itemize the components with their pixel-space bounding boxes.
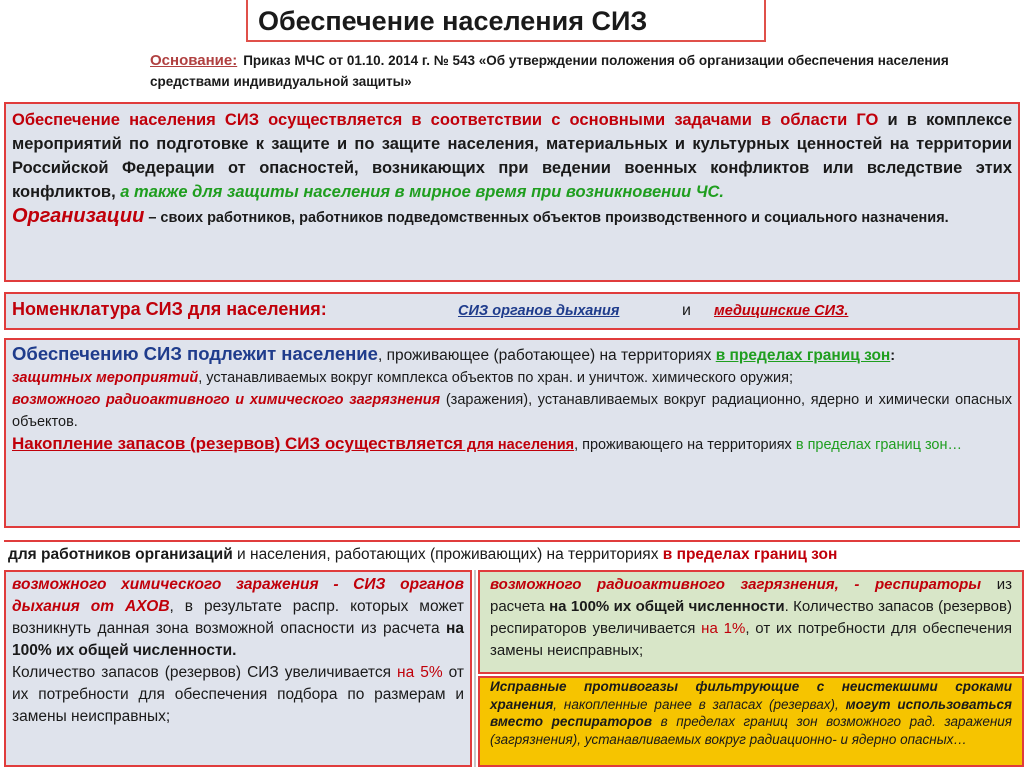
gas-mask-text-2: в пределах границ зон возможного рад. заражения (загрязнения), устанавливаемых вокруг радиационно- и ядерно опасных…	[490, 714, 1013, 747]
accumulation-text: , проживающего на территориях	[574, 437, 796, 453]
gas-mask-bold-2: могут использоваться вместо респираторов	[490, 696, 1012, 729]
goals-text: и в комплексе мероприятий по подготовке к защите и по защите населения, материальных и культурных ценностей на территории Российской Федерации от опасностей, возникающих при ведении военных конфликтов или вследствие этих конфликтов,	[12, 111, 1012, 201]
column-divider	[474, 570, 476, 767]
population-panel	[4, 338, 1020, 528]
organizations-label: Организации	[12, 205, 145, 227]
population-lead-rest: , проживающее (работающее) на территориях	[377, 347, 716, 364]
chemical-text-1: , в результате распр. которых может возникнуть данная зона возможной опасности из расчета	[12, 598, 464, 637]
respiratory-siz-item: СИЗ органов дыхания	[458, 303, 620, 319]
organizations-text: – своих работников, работников подведомственных объектов производственного и социального назначения.	[144, 210, 949, 226]
gas-mask-text-1: , накопленные ранее в запасах (резервах),	[553, 696, 846, 712]
workers-red: в пределах границ зон	[662, 546, 838, 563]
nomenclature-panel	[4, 292, 1020, 330]
radiation-heading: возможного радиоактивного загрязнения, - респираторы	[490, 576, 982, 593]
chemical-panel	[4, 570, 472, 767]
population-lead: Обеспечению СИЗ подлежит население	[12, 343, 378, 364]
goals-red-text: Обеспечение населения СИЗ осуществляется в соответствии с основными задачами в области ГО	[12, 111, 879, 129]
basis-label: Основание:	[150, 52, 238, 69]
zone-contamination-text: (заражения), устанавливаемых вокруг радиационно, ядерно и химически опасных объектов.	[12, 392, 1012, 430]
accumulation-label: Накопление запасов (резервов) СИЗ осуществляется	[12, 434, 463, 453]
workers-bold: для работников организаций	[8, 546, 233, 563]
chemical-bold: на 100% их общей численности.	[12, 620, 464, 659]
radiation-bold: на 100% их общей численности	[549, 598, 785, 615]
radiation-text-2: . Количество запасов (резервов) респираторов увеличивается	[490, 598, 1012, 637]
workers-line	[4, 540, 1020, 568]
accumulation-green: в пределах границ зон…	[795, 437, 962, 453]
zone-protective-label: защитных мероприятий	[12, 370, 199, 386]
zone-contamination-label: возможного радиоактивного и химического загрязнения	[12, 392, 441, 408]
workers-text: и населения, работающих (проживающих) на территориях	[232, 546, 663, 563]
zone-colon: :	[890, 348, 896, 364]
accumulation-small: для населения	[462, 437, 575, 453]
radiation-panel	[478, 570, 1024, 674]
radiation-text-3: , от их потребности для обеспечения замены неисправных;	[490, 620, 1012, 659]
chemical-text-2: Количество запасов (резервов) СИЗ увеличивается	[12, 664, 398, 681]
page-title: Обеспечение населения СИЗ	[258, 6, 648, 36]
gas-mask-bold-1: Исправные противогазы фильтрующие с неистекшими сроками хранения	[490, 679, 1012, 712]
basis-block	[150, 50, 1020, 92]
radiation-text-1: из расчета	[490, 576, 1012, 615]
medical-siz-item: медицинские СИЗ.	[714, 303, 849, 319]
zone-protective-text: , устанавливаемых вокруг комплекса объектов по хран. и уничтож. химического оружия;	[198, 370, 794, 386]
and-text: и	[682, 302, 691, 319]
radiation-percent: на 1%	[701, 620, 746, 637]
chemical-heading: возможного химического заражения - СИЗ органов дыхания от АХОВ	[12, 576, 464, 615]
chemical-text-3: от их потребности для обеспечения подбора по размерам и замены неисправных;	[12, 664, 464, 725]
gas-mask-panel	[478, 676, 1024, 767]
nomenclature-heading: Номенклатура СИЗ для населения:	[12, 299, 327, 319]
goals-green-text: а также для защиты населения в мирное время при возникновении ЧС.	[115, 183, 725, 201]
chemical-percent: на 5%	[397, 664, 443, 681]
basis-text: Приказ МЧС от 01.10. 2014 г. № 543 «Об утверждении положения об организации обеспечения населения средствами индивидуальной защиты»	[150, 53, 949, 89]
zone-green-label: в пределах границ зон	[715, 347, 891, 364]
goals-panel	[4, 102, 1020, 282]
